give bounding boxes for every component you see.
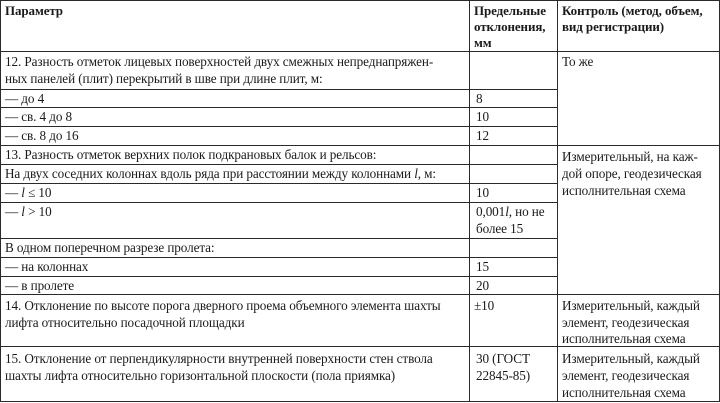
rule: [0, 276, 557, 277]
rule: [0, 202, 557, 203]
header-control-1: Контроль (метод, объем,: [562, 3, 703, 18]
row15-control-3: исполнительная схема: [562, 385, 686, 400]
row14-control-3: исполнительная схема: [562, 331, 686, 346]
rule: [0, 0, 1, 402]
row15-title-2: шахты лифта относительно горизонтальной плоскости (пола приямка): [5, 368, 396, 383]
header-param: Параметр: [5, 3, 63, 18]
rule: [0, 51, 720, 52]
row12-control: То же: [562, 54, 594, 69]
rule: [0, 183, 557, 184]
row15-control-2: элемент, геодезическая: [562, 368, 690, 383]
row14-control-2: элемент, геодезическая: [562, 315, 690, 330]
row13-control-2: дой опоре, геодезическая: [562, 166, 702, 181]
row13c-value: 15: [476, 259, 489, 274]
row12-title-1: 12. Разность отметок лицевых поверхностей двух смежных непреднапряжен-: [5, 54, 434, 69]
rule: [0, 401, 720, 402]
row12a-value: 8: [476, 91, 483, 106]
row13-control-3: исполнительная схема: [562, 183, 686, 198]
row13-title: 13. Разность отметок верхних полок подкрановых балок и рельсов:: [5, 147, 377, 162]
row13d-value: 20: [476, 278, 489, 293]
row14-control-1: Измерительный, каждый: [562, 298, 700, 313]
row15-value-2: 22845-85): [476, 368, 531, 383]
rule: [0, 89, 557, 90]
row13a-value: 10: [476, 185, 489, 200]
row12b-value: 10: [476, 109, 489, 124]
row12b-label: — св. 4 до 8: [5, 109, 73, 124]
row12-title-2: ных панелей (плит) перекрытий в шве при длине плит, м:: [5, 71, 323, 86]
rule: [469, 0, 470, 402]
rule: [557, 0, 558, 402]
rule: [0, 294, 720, 295]
row15-title-1: 15. Отклонение от перпендикулярности внутренней поверхности стен ствола: [5, 351, 433, 366]
rule: [0, 0, 720, 1]
header-deviation-2: отклонения,: [474, 19, 546, 34]
row13-subheading-2: В одном поперечном разрезе пролета:: [5, 240, 215, 255]
row15-control-1: Измерительный, каждый: [562, 351, 700, 366]
row14-value: ±10: [474, 298, 495, 313]
row13b-value-2: более 15: [476, 221, 524, 236]
rule: [0, 107, 557, 108]
row13d-label: — в пролете: [5, 278, 75, 293]
header-control-2: вид регистрации): [562, 19, 664, 34]
row13-control-1: Измерительный, на каж-: [562, 149, 698, 164]
rule: [0, 126, 557, 127]
row13b-value-1: 0,001l, но не: [476, 204, 545, 219]
row13c-label: — на колоннах: [5, 259, 89, 274]
row13b-label: — l > 10: [5, 204, 52, 219]
row12a-label: — до 4: [5, 91, 45, 106]
header-deviation-3: мм: [474, 35, 492, 50]
row14-title-1: 14. Отклонение по высоте порога дверного проема объемного элемента шахты: [5, 298, 441, 313]
header-deviation-1: Предельные: [474, 3, 546, 18]
row12c-label: — св. 8 до 16: [5, 128, 79, 143]
row13a-label: — l ≤ 10: [5, 185, 52, 200]
row13-subheading-1: На двух соседних колоннах вдоль ряда при расстоянии между колоннами l, м:: [5, 166, 436, 181]
row15-value-1: 30 (ГОСТ: [476, 351, 530, 366]
row14-title-2: лифта относительно посадочной площадки: [5, 315, 245, 330]
row12c-value: 12: [476, 128, 489, 143]
